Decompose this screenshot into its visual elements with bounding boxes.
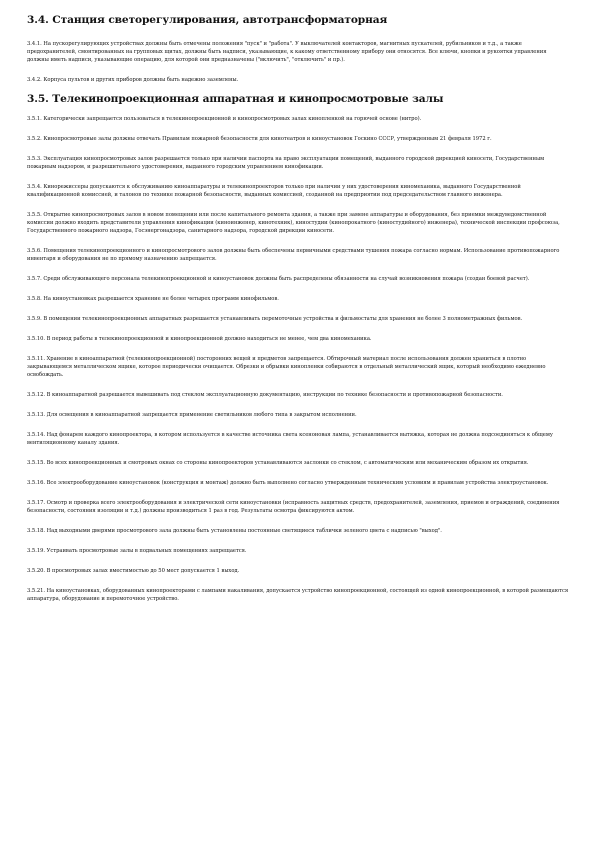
paragraph-3-5-12: 3.5.12. В киноаппаратной разрешается вывешивать под стеклом эксплуатационную документацию, инструкции по технике безопасности и противопожарной безопасности. [27, 392, 503, 398]
paragraph-3-5-8: 3.5.8. На киноустановках разрешается хранение не более четырех программ кинофильмов. [27, 296, 279, 302]
paragraph-3-5-3: 3.5.3. Эксплуатация кинопросмотровых залов разрешается только при наличии паспорта на право эксплуатации помещений, выданного городской дирекцией киносети, Государственным пожарным надзором, и разрешительного удостоверения, выданного городским управлением кинофикации. [27, 156, 545, 170]
paragraph-3-5-18: 3.5.18. Над выходными дверями просмотрового зала должны быть установлены постоянные светящиеся таблички зеленого цвета с надписью "выход". [27, 528, 442, 534]
section-heading-3-4: 3.4. Станция светорегулирования, автотрансформаторная [27, 14, 388, 26]
paragraph-3-5-16: 3.5.16. Все электрооборудование киноустановок (конструкция и монтаж) должно быть выполнено согласно утвержденным техническим условиям и правилам устройства электроустановок. [27, 480, 549, 486]
paragraph-3-5-14: 3.5.14. Над фонарем каждого кинопроектора, в котором используется в качестве источника света ксеноновая лампа, устанавливается вытяжка, которая не должна подсоединяться к общему вентиляционному каналу здания. [27, 432, 553, 446]
paragraph-3-5-9: 3.5.9. В помещении телекинопроекционных аппаратных разрешается устанавливать перемоточные устройства и фильмостаты для хранения не более 3 полнометражных фильмов. [27, 316, 523, 322]
paragraph-3-5-2: 3.5.2. Кинопросмотровые залы должны отвечать Правилам пожарной безопасности для кинотеатров и киноустановок Госкино СССР, утвержденным 21 февраля 1972 г. [27, 136, 492, 142]
paragraph-3-5-21: 3.5.21. На киноустановках, оборудованных кинопроекторами с лампами накаливания, допускается устройство кинопроекционной, состоящей из одной кинопроекционной, в которой размещаются аппаратура, оборудование и перемоточное устройство. [27, 588, 569, 602]
paragraph-3-4-2: 3.4.2. Корпуса пультов и других приборов должны быть надежно заземлены. [27, 77, 239, 83]
section-3-4-body [27, 40, 569, 84]
paragraph-3-5-5: 3.5.5. Открытие кинопросмотровых залов в новом помещении или после капитального ремонта здания, а также при замене аппаратуры и оборудования, без приемки междуведомственной комиссии должно входить представители управления кинофикации (киноинженер, кинотехник), киностудии (кинопрокатного (киностудийного) инженера), технической инспекции профсоюза, Государственного пожарного надзора, Госэнергонадзора, санитарного надзора, городской дирекции киносети. [27, 212, 560, 234]
paragraph-3-5-19: 3.5.19. Устраивать просмотровые залы в подвальных помещениях запрещается. [27, 548, 247, 554]
paragraph-3-5-10: 3.5.10. В период работы в телекинопроекционной и кинопроекционной должно находиться не менее, чем два киномеханика. [27, 336, 372, 342]
paragraph-3-4-1: 3.4.1. На пускорегулирующих устройствах должны быть отмечены положения "пуск" и "работа". У выключателей контакторов, магнитных пускателей, рубильников и т.д., а также предохранителей, смонтированных на групповых щитах, должны быть надписи, указывающие, к какому ответственному прибору они относятся. Все ключи, кнопки и рукоятки управления должны иметь надписи, указывающие операцию, для которой они предназначены ("включить", "отключить" и пр.). [27, 41, 547, 63]
paragraph-3-5-13: 3.5.13. Для освещения в киноаппаратной запрещается применение светильников любого типа в закрытом исполнении. [27, 412, 357, 418]
paragraph-3-5-11: 3.5.11. Хранение в киноаппаратной (телекинопроекционной) посторонних вещей и предметов запрещается. Обтирочный материал после использования должен храниться в плотно закрывающемся металлическом ящике, которое периодически очищается. Обрезки и обрывки кинопленки собираются в отдельный металлический ящик, который необходимо ежедневно освобождать. [27, 356, 546, 378]
paragraph-3-5-6: 3.5.6. Помещения телекинопроекционного и кинопросмотрового залов должны быть обеспечены первичными средствами тушения пожара согласно нормам. Использование противопожарного инвентаря и оборудования не по прямому назначению запрещается. [27, 248, 560, 262]
paragraph-3-5-15: 3.5.15. Во всех кинопроекционных и смотровых окнах со стороны кинопроекторов устанавливаются заслонки со стеклом, с автоматическим или механическим образом их открытия. [27, 460, 529, 466]
section-3-5-body [27, 115, 569, 603]
paragraph-3-5-17: 3.5.17. Осмотр и проверка всего электрооборудования и электрической сети киноустановки (исправность защитных средств, предохранителей, заземления, приемов и ограждений, соединения безопасности, состояния изоляции и т.д.) должны производиться 1 раз в год. Результаты осмотра фиксируются актом. [27, 500, 560, 514]
paragraph-3-5-1: 3.5.1. Категорически запрещается пользоваться в телекинопроекционной и кинопросмотровых залах кинопленкой на горючей основе (нитро). [27, 116, 422, 122]
paragraph-3-5-4: 3.5.4. Кинорежиссеры допускаются к обслуживанию киноаппаратуры и телекинопроекторов только при наличии у них удостоверения киномеханика, выданного Государственной квалификационной комиссией, и талонов по технике пожарной безопасности, выданных комиссией, созданной на предприятии под председательством главного инженера. [27, 184, 521, 198]
paragraph-3-5-20: 3.5.20. В просмотровых залах вместимостью до 50 мест допускается 1 выход. [27, 568, 240, 574]
paragraph-3-5-7: 3.5.7. Среди обслуживающего персонала телекинопроекционной и киноустановок должны быть распределены обязанности на случай возникновения пожара (создан боевой расчет). [27, 276, 530, 282]
section-heading-3-5: 3.5. Телекинопроекционная аппаратная и кинопросмотровые залы [27, 93, 444, 105]
